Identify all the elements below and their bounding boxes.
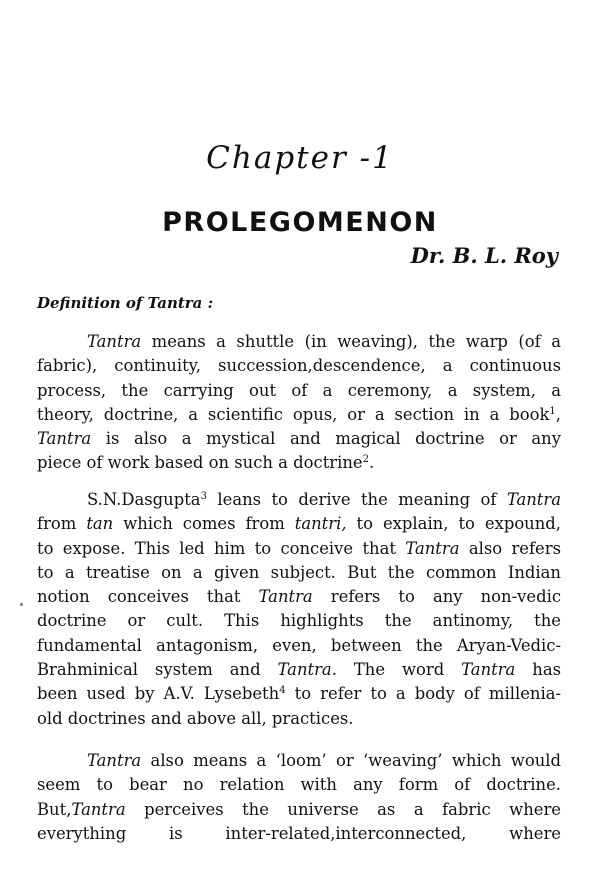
paragraph-2	[37, 488, 561, 731]
paragraph-line: Brahminical system and Tantra. The word Tantra has	[37, 660, 561, 680]
paragraph-1	[37, 330, 561, 476]
paragraph-line: fabric), continuity, succession,descendence, a continuous	[37, 356, 561, 376]
page-title: PROLEGOMENON	[162, 207, 438, 238]
paragraph-line: Tantra also means a ‘loom’ or ‘weaving’ which would	[87, 751, 561, 770]
paragraph-line: fundamental antagonism, even, between the Aryan-Vedic-	[37, 635, 561, 655]
paragraph-line: process, the carrying out of a ceremony, a system, a	[37, 380, 561, 400]
footnote-ref: 3	[200, 491, 207, 502]
paragraph-line: seem to bear no relation with any form of doctrine.	[37, 775, 561, 795]
paragraph-line: from tan which comes from tantri, to explain, to expound,	[37, 514, 562, 534]
paragraph-line: piece of work based on such a doctrine$^2$.	[37, 453, 375, 473]
paragraph-line: But,Tantra perceives the universe as a fabric where	[37, 799, 561, 819]
footnote-ref: 1	[549, 405, 556, 417]
paragraph-line: Tantra is also a mystical and magical doctrine or any	[37, 429, 561, 449]
paragraph-line: notion conceives that Tantra refers to any non-vedic	[37, 587, 562, 607]
paragraph-line: to expose. This led him to conceive that Tantra also refers	[37, 538, 561, 558]
paragraph-line: to a treatise on a given subject. But the common Indian	[37, 562, 561, 582]
paragraph-line: been used by A.V. Lysebeth$^4$ to refer to a body of millenia-	[37, 684, 562, 704]
footnote-ref: 2	[362, 454, 369, 466]
paragraph-3	[37, 749, 561, 846]
paragraph-line: everything is inter-related,interconnected, where	[37, 823, 561, 843]
paragraph-line: doctrine or cult. This highlights the antinomy, the	[37, 611, 561, 631]
paragraph-line: theory, doctrine, a scientific opus, or a section in a book$^1$,	[37, 404, 561, 424]
author-name: Dr. B. L. Roy	[410, 243, 558, 268]
paragraph-line: old doctrines and above all, practices.	[37, 708, 354, 728]
paragraph-line: S.N.Dasgupta$^3$ leans to derive the meaning of Tantra	[87, 490, 561, 509]
footnote-ref: 4	[279, 685, 286, 697]
chapter-label: Chapter -1	[206, 140, 394, 176]
section-heading: Definition of Tantra :	[37, 294, 214, 312]
paragraph-line: Tantra means a shuttle (in weaving), the warp (of a	[87, 332, 561, 351]
margin-mark	[20, 603, 23, 606]
